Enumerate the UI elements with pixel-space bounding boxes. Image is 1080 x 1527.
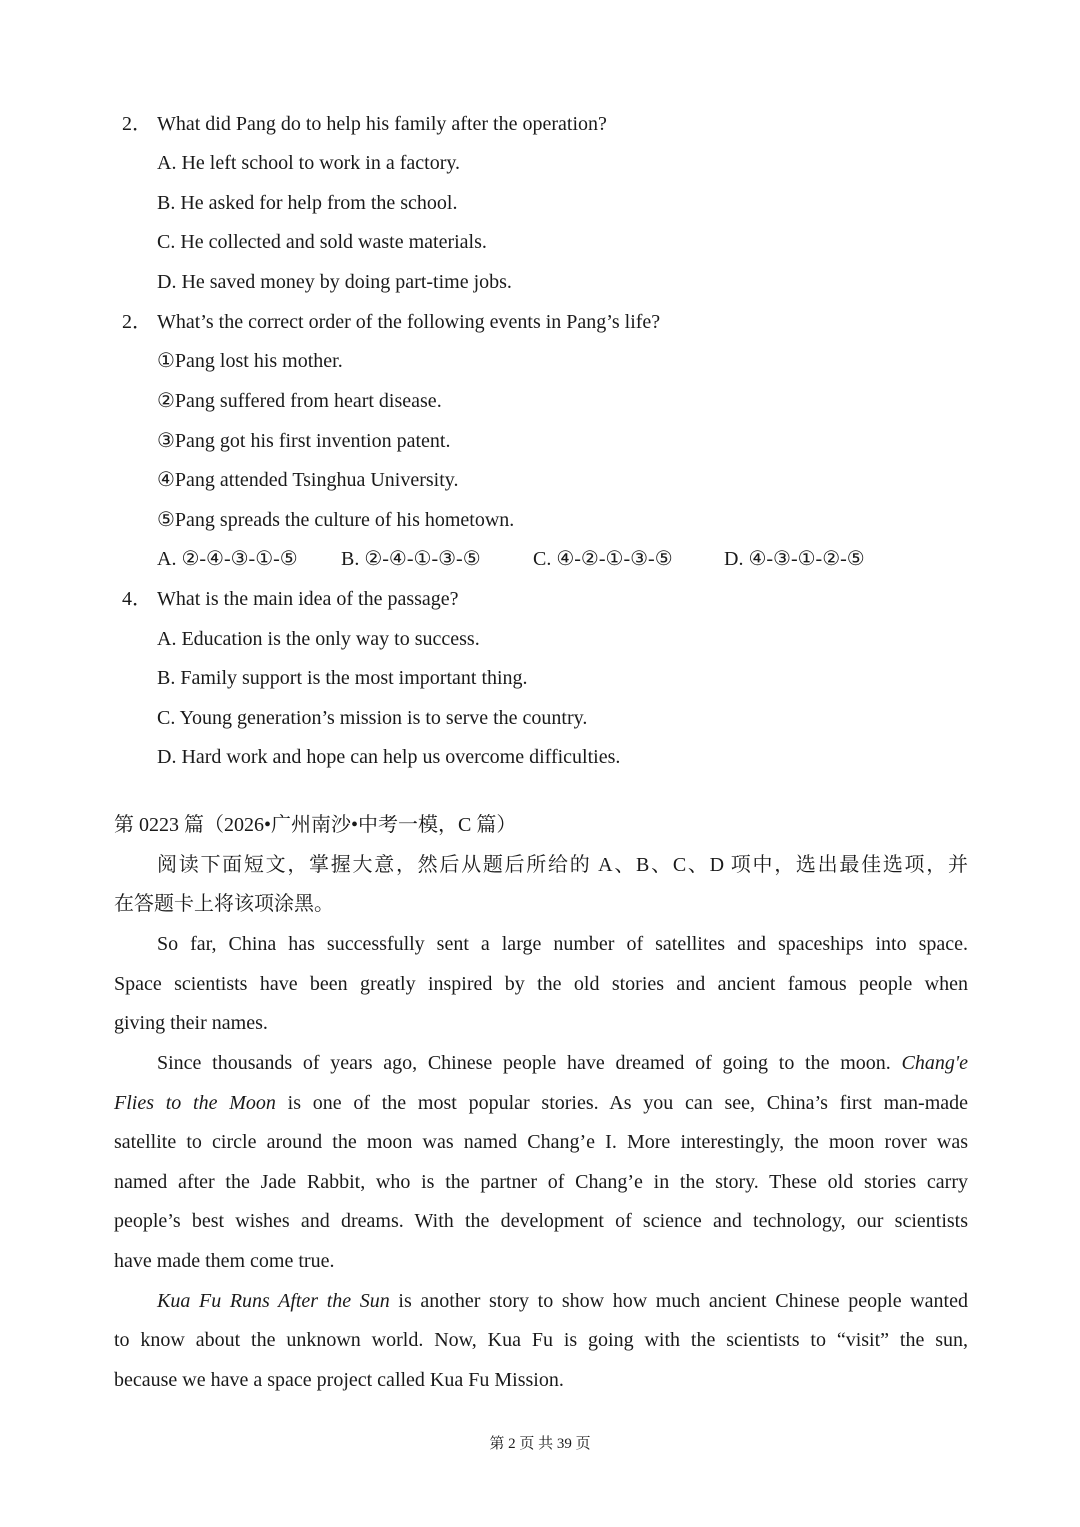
option-b: B. Family support is the most important thing. xyxy=(157,667,528,689)
passage-text: is another story to show how much ancient Chinese people wanted xyxy=(389,1290,968,1312)
question-text: What did Pang do to help his family after the operation? xyxy=(157,113,607,135)
passage-line: people’s best wishes and dreams. With the development of science and technology, our scientists xyxy=(114,1210,968,1232)
passage-text: is one of the most popular stories. As you can see, China’s first man-made xyxy=(275,1092,969,1114)
passage-line: named after the Jade Rabbit, who is the partner of Chang’e in the story. These old stories carry xyxy=(114,1171,968,1193)
page-footer: 第 2 页 共 39 页 xyxy=(489,1436,591,1452)
option-d: D. He saved money by doing part-time jobs. xyxy=(157,271,512,293)
inline-option-c: C. ④-②-①-③-⑤ xyxy=(533,548,673,570)
passage-line: satellite to circle around the moon was named Chang’e I. More interestingly, the moon rover was xyxy=(114,1131,968,1153)
option-d: D. Hard work and hope can help us overcome difficulties. xyxy=(157,746,621,768)
event-item: ③Pang got his first invention patent. xyxy=(157,430,451,452)
instruction-line: 阅读下面短文，掌握大意，然后从题后所给的 A、B、C、D 项中，选出最佳选项，并 xyxy=(157,854,968,876)
event-item: ④Pang attended Tsinghua University. xyxy=(157,469,459,491)
inline-option-b: B. ②-④-①-③-⑤ xyxy=(341,548,481,570)
passage-line xyxy=(157,1049,968,1077)
option-a: A. He left school to work in a factory. xyxy=(157,152,461,174)
question-text: What is the main idea of the passage? xyxy=(157,588,459,610)
option-b: B. He asked for help from the school. xyxy=(157,192,458,214)
instruction-line: 在答题卡上将该项涂黑。 xyxy=(114,893,334,915)
passage-line xyxy=(157,1287,968,1315)
passage-line: to know about the unknown world. Now, Kua Fu is going with the scientists to “visit” the sun, xyxy=(114,1329,968,1351)
inline-option-d: D. ④-③-①-②-⑤ xyxy=(724,548,865,570)
story-title: Flies to the Moon xyxy=(114,1092,276,1114)
story-title: Kua Fu Runs After the Sun xyxy=(157,1290,390,1312)
event-item: ②Pang suffered from heart disease. xyxy=(157,390,442,412)
passage-line: giving their names. xyxy=(114,1012,268,1034)
option-c: C. He collected and sold waste materials. xyxy=(157,231,487,253)
passage-line xyxy=(114,1089,968,1117)
question-text: What’s the correct order of the following events in Pang’s life? xyxy=(157,311,661,333)
passage-line: Space scientists have been greatly inspired by the old stories and ancient famous people when xyxy=(114,973,968,995)
question-number: 2． xyxy=(122,113,152,135)
passage-line: because we have a space project called Kua Fu Mission. xyxy=(114,1369,564,1391)
question-number: 4． xyxy=(122,588,152,610)
event-item: ①Pang lost his mother. xyxy=(157,350,343,372)
event-item: ⑤Pang spreads the culture of his hometown. xyxy=(157,509,515,531)
section-heading: 第 0223 篇（2026•广州南沙•中考一模，C 篇） xyxy=(114,814,517,836)
option-c: C. Young generation’s mission is to serve the country. xyxy=(157,707,588,729)
passage-text: Since thousands of years ago, Chinese people have dreamed of going to the moon. xyxy=(157,1052,891,1074)
story-title: Chang'e xyxy=(901,1052,969,1074)
passage-line: have made them come true. xyxy=(114,1250,335,1272)
option-a: A. Education is the only way to success. xyxy=(157,628,480,650)
passage-line: So far, China has successfully sent a large number of satellites and spaceships into space. xyxy=(157,933,968,955)
question-number: 2． xyxy=(122,311,152,333)
inline-option-a: A. ②-④-③-①-⑤ xyxy=(157,548,298,570)
